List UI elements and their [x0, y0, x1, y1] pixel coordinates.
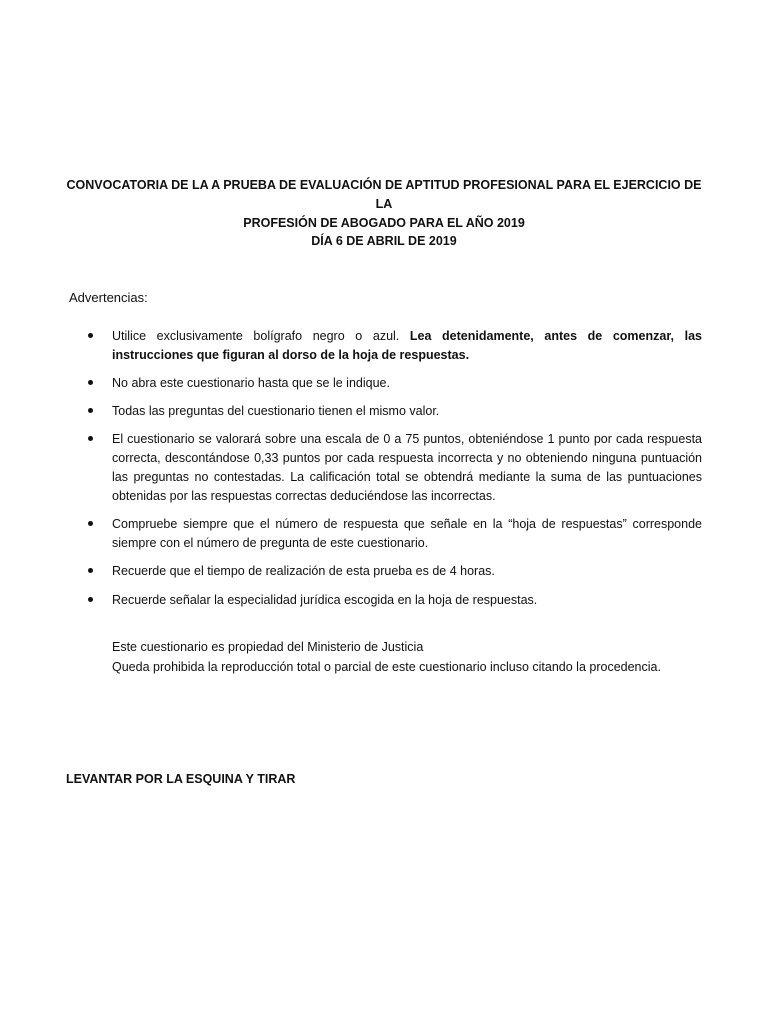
warning-text: No abra este cuestionario hasta que se le indique. — [112, 376, 390, 390]
footer-instruction: LEVANTAR POR LA ESQUINA Y TIRAR — [66, 772, 296, 786]
warning-item-same-value — [86, 402, 702, 421]
bullet-icon — [88, 333, 93, 338]
bullet-icon — [88, 597, 93, 602]
property-note — [112, 637, 712, 677]
warning-text: Todas las preguntas del cuestionario tienen el mismo valor. — [112, 404, 440, 418]
warning-item-specialty — [86, 591, 702, 610]
bullet-icon — [88, 521, 93, 526]
bullet-icon — [88, 568, 93, 573]
warning-text: El cuestionario se valorará sobre una escala de 0 a 75 puntos, obteniéndose 1 punto por cada respuesta correcta, descontándose 0,33 puntos por cada respuesta incorrecta y no obteniendo ninguna puntuación las preguntas no contestadas. La calificación total se obtendrá mediante la suma de las puntuaciones obtenidas por las respuestas correctas deduciéndose las incorrectas. — [112, 432, 702, 503]
warning-item-pen — [86, 327, 702, 365]
title-line-1: CONVOCATORIA DE LA A PRUEBA DE EVALUACIÓN DE APTITUD PROFESIONAL PARA EL EJERCICIO DE LA — [66, 178, 702, 211]
property-line-2: Queda prohibida la reproducción total o parcial de este cuestionario incluso citando la procedencia. — [112, 660, 661, 674]
warning-item-answer-number — [86, 515, 702, 553]
warning-item-do-not-open — [86, 374, 702, 393]
property-line-1: Este cuestionario es propiedad del Ministerio de Justicia — [112, 640, 424, 654]
exam-date: DÍA 6 DE ABRIL DE 2019 — [311, 234, 457, 248]
warning-text: Recuerde señalar la especialidad jurídica escogida en la hoja de respuestas. — [112, 593, 538, 607]
warning-bold-text: Lea detenidamente, antes de comenzar, las instrucciones que figuran al dorso de la hoja de respuestas. — [112, 329, 702, 362]
title-line-2: PROFESIÓN DE ABOGADO PARA EL AÑO 2019 — [243, 216, 525, 230]
warning-item-time — [86, 562, 702, 581]
bullet-icon — [88, 436, 93, 441]
warning-text: Recuerde que el tiempo de realización de esta prueba es de 4 horas. — [112, 564, 495, 578]
document-title — [60, 176, 708, 233]
bullet-icon — [88, 380, 93, 385]
warning-text: Compruebe siempre que el número de respuesta que señale en la “hoja de respuestas” corresponde siempre con el número de pregunta de este cuestionario. — [112, 517, 702, 550]
bullet-icon — [88, 408, 93, 413]
warnings-list — [86, 327, 702, 619]
warning-item-scoring — [86, 430, 702, 506]
warning-text: Utilice exclusivamente bolígrafo negro o azul. — [112, 329, 410, 343]
warnings-heading: Advertencias: — [69, 290, 148, 305]
